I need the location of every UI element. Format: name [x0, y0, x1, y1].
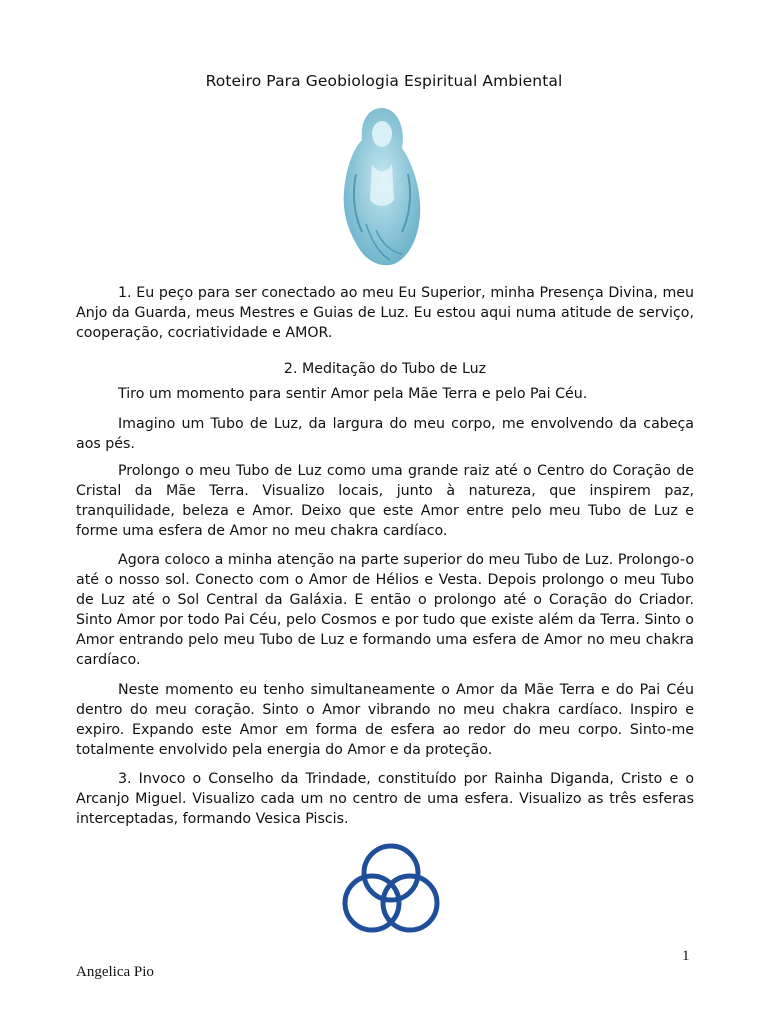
trinity-paragraph-wrapper [76, 769, 694, 829]
page-number: 1 [682, 948, 690, 964]
section-heading-meditation: 2. Meditação do Tubo de Luz [283, 361, 487, 377]
meditation-paragraph-4: Agora coloco a minha atenção na parte superior do meu Tubo de Luz. Prolongo-o até o nosso sol. Conecto com o Amor de Hélios e Vesta. Depois prolongo o meu Tubo de Luz até o Sol Central da Galáxia. E então o prolongo até o Coração do Criador. Sinto Amor por todo Pai Céu, pelo Cosmos e por tudo que existe além da Terra. Sinto o Amor entrando pelo meu Tubo de Luz e formando uma esfera de Amor no meu chakra cardíaco. [76, 552, 694, 668]
meditation-paragraph-5: Neste momento eu tenho simultaneamente o Amor da Mãe Terra e do Pai Céu dentro do meu coração. Sinto o Amor vibrando no meu chakra cardíaco. Inspiro e expiro. Expando este Amor em forma de esfera ao redor do meu corpo. Sinto-me totalmente envolvido pela energia do Amor e da proteção. [76, 682, 694, 758]
meditation-paragraph-2: Imagino um Tubo de Luz, da largura do meu corpo, me envolvendo da cabeça aos pés. [76, 416, 694, 452]
meditation-paragraph-4-wrapper [76, 550, 694, 670]
footer-author: Angelica Pio [76, 964, 154, 980]
meditation-paragraph-3: Prolongo o meu Tubo de Luz como uma grande raiz até o Centro do Coração de Cristal da Mãe Terra. Visualizo locais, junto à natureza, que inspirem paz, tranquilidade, beleza e Amor. Deixo que este Amor entre pelo meu Tubo de Luz e forme uma esfera de Amor no meu chakra cardíaco. [76, 463, 694, 539]
angel-figure-illustration [332, 104, 432, 270]
meditation-paragraph-1-wrapper [76, 384, 694, 404]
meditation-paragraph-3-wrapper [76, 461, 694, 541]
section-heading-wrapper [76, 359, 694, 379]
paragraph-1: 1. Eu peço para ser conectado ao meu Eu Superior, minha Presença Divina, meu Anjo da Guarda, meus Mestres e Guias de Luz. Eu estou aqui numa atitude de serviço, cooperação, cocriatividade e AMOR. [76, 285, 694, 341]
meditation-paragraph-5-wrapper [76, 680, 694, 760]
document-title: Roteiro Para Geobiologia Espiritual Ambiental [205, 72, 563, 90]
meditation-paragraph-1: Tiro um momento para sentir Amor pela Mãe Terra e pelo Pai Céu. [118, 386, 588, 402]
three-interlocking-circles-icon [336, 842, 446, 934]
meditation-paragraph-2-wrapper [76, 414, 694, 454]
intro-paragraph [76, 283, 694, 343]
trinity-paragraph: 3. Invoco o Conselho da Trindade, constituído por Rainha Diganda, Cristo e o Arcanjo Miguel. Visualizo cada um no centro de uma esfera. Visualizo as três esferas interceptadas, formando Vesica Piscis. [76, 771, 694, 827]
